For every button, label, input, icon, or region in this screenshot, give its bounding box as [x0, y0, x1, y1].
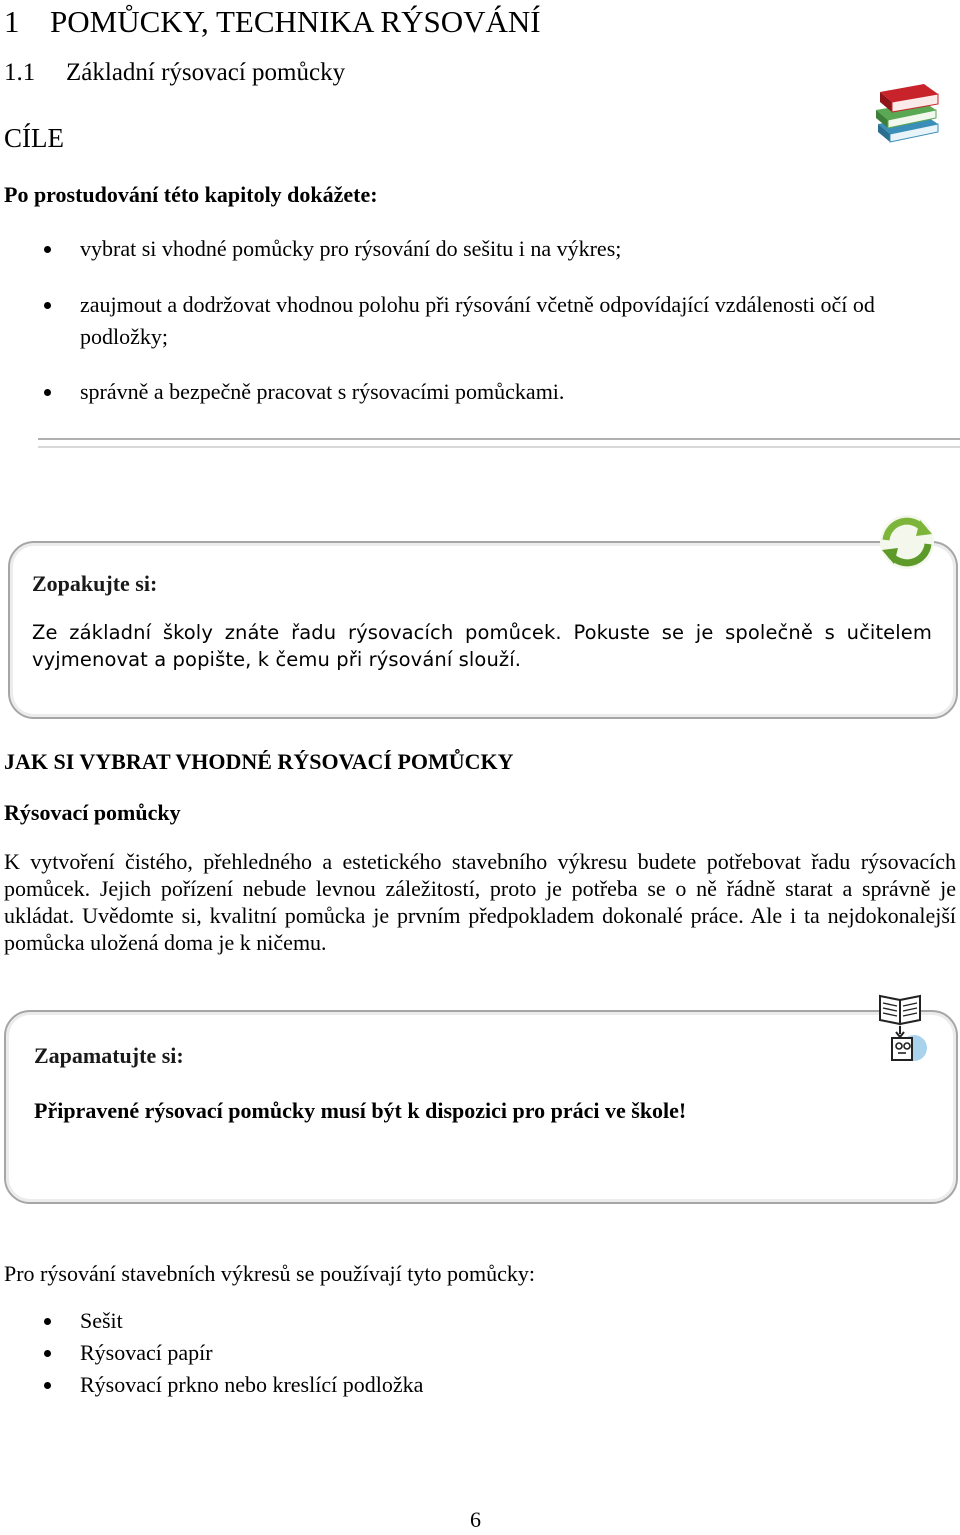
- section-heading: [4, 56, 345, 90]
- memory-text: Připravené rýsovací pomůcky musí být k dispozici pro práci ve škole!: [34, 1098, 687, 1123]
- chapter-heading: [4, 2, 541, 42]
- page-number: 6: [470, 1507, 481, 1532]
- review-box: [8, 541, 958, 719]
- bullet-icon: [44, 302, 51, 309]
- bullet-icon: [44, 1382, 51, 1389]
- section-number: 1.1: [4, 59, 36, 86]
- list-item: zaujmout a dodržovat vhodnou polohu při rýsování včetně odpovídající vzdálenosti očí od podložky;: [4, 289, 960, 353]
- bullet-icon: [44, 246, 51, 253]
- memory-box: [4, 1010, 958, 1204]
- list-item: Rýsovací papír: [4, 1337, 604, 1369]
- memorize-book-head-icon: [872, 990, 932, 1062]
- selection-subheading: Rýsovací pomůcky: [4, 800, 181, 825]
- selection-heading: JAK SI VYBRAT VHODNÉ RÝSOVACÍ POMŮCKY: [4, 749, 514, 774]
- books-icon: [872, 80, 942, 146]
- goals-heading: CÍLE: [4, 123, 64, 153]
- list-item: správně a bezpečně pracovat s rýsovacími pomůckami.: [4, 376, 960, 408]
- refresh-cycle-icon: [876, 512, 938, 572]
- list-item: Rýsovací prkno nebo kreslící podložka: [4, 1369, 604, 1401]
- chapter-number: 1: [4, 4, 20, 39]
- memory-title: Zapamatujte si:: [34, 1043, 184, 1068]
- section-title: Základní rýsovací pomůcky: [66, 59, 346, 86]
- bullet-icon: [44, 389, 51, 396]
- tools-list: [4, 1305, 604, 1401]
- selection-paragraph: K vytvoření čistého, přehledného a estetického stavebního výkresu budete potřebovat řadu rýsovacích pomůcek. Jejich pořízení nebude levnou záležitostí, proto je potřeba se o ně řádně starat a správně je ukládat. Uvědomte si, kvalitní pomůcka je prvním předpokladem dokonalé práce. Ale i ta nejdokonalejší pomůcka uložená doma je k ničemu.: [4, 849, 956, 955]
- chapter-title: POMŮCKY, TECHNIKA RÝSOVÁNÍ: [50, 4, 541, 39]
- list-item: Sešit: [4, 1305, 604, 1337]
- bullet-icon: [44, 1318, 51, 1325]
- goals-intro: Po prostudování této kapitoly dokážete:: [4, 182, 378, 207]
- review-text: Ze základní školy znáte řadu rýsovacích pomůcek. Pokuste se je společně s učitelem vyjmenovat a popište, k čemu při rýsování slouží.: [32, 621, 932, 671]
- tools-intro: Pro rýsování stavebních výkresů se používají tyto pomůcky:: [4, 1261, 535, 1286]
- review-title: Zopakujte si:: [32, 571, 158, 596]
- bullet-icon: [44, 1350, 51, 1357]
- section-divider: [38, 438, 960, 448]
- list-item: vybrat si vhodné pomůcky pro rýsování do sešitu i na výkres;: [4, 233, 960, 265]
- goals-list: [4, 233, 960, 408]
